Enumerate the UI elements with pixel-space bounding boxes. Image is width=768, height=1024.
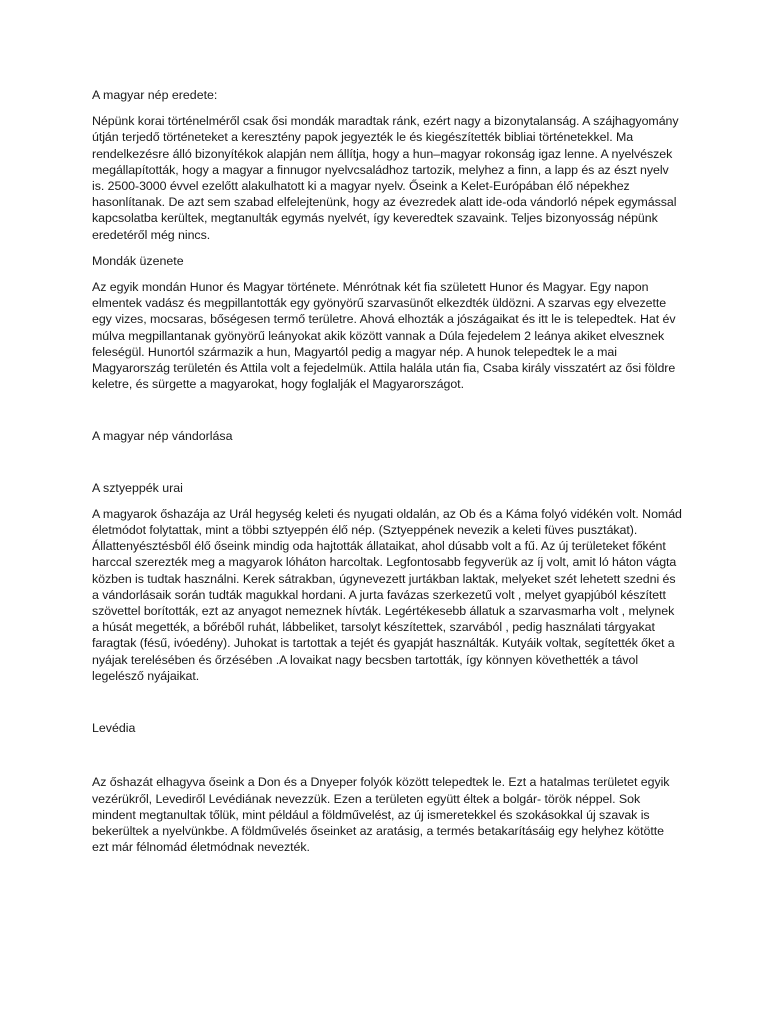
section-heading-mondak: Mondák üzenete bbox=[92, 253, 184, 268]
section-paragraph-eredete: Népünk korai történelméről csak ősi mondák maradtak ránk, ezért nagy a bizonytalanság. A szájhagyomány útján terjedő történeteket a keresztény papok jegyezték le és kiegészítették bibliai történetekkel. Ma rendelkezésre álló bizonyítékok alapján nem állítja, hogy a hun–magyar rokonság igaz lenne. A nyelvészek megállapították, hogy a magyar a finnugor nyelvcsaládhoz tartozik, melyhez a finn, a lapp és az észt nyelv is. 2500-3000 évvel ezelőtt alakulhatott ki a magyar nyelv. Őseink a Kelet-Európában élő népekhez hasonlítanak. De azt sem szabad elfelejtenünk, hogy az évezredek alatt ide-oda vándorló népek egymással kapcsolatba kerültek, megtanulták egymás nyelvét, így keveredtek szavaink. Teljes bizonyosság népünk eredetéről még nincs. bbox=[92, 114, 679, 242]
section-heading-eredete: A magyar nép eredete: bbox=[92, 88, 218, 102]
document-page bbox=[92, 87, 682, 855]
section-heading-sztyeppek: A sztyeppék urai bbox=[92, 480, 183, 495]
section-paragraph-sztyeppek: A magyarok őshazája az Urál hegység keleti és nyugati oldalán, az Ob és a Káma folyó vidékén volt. Nomád életmódot folytattak, mint a többi sztyeppén élő nép. (Sztyeppének nevezik a keleti füves pusztákat). Állattenyésztésből élő őseink mindig oda hajtották állataikat, ahol dúsabb volt a fű. Az új területeket főként harccal szerezték meg a magyarok lóháton harcoltak. Legfontosabb fegyverük az íj volt, amit ló háton vágta közben is tudtak használni. Kerek sátrakban, úgynevezett jurtákban laktak, melyeket szét lehetett szedni és a vándorlásaik során tudták magukkal hordani. A jurta favázas szerkezetű volt , melyet gyapjúból készített szövettel borították, ezt az anyagot nemeznek hívták. Legértékesebb állatuk a szarvasmarha volt , melynek a húsát megették, a bőréből ruhát, lábbeliket, tarsolyt készítettek, szarvából , pedig használati tárgyakat faragtak (fésű, ivóedény). Juhokat is tartottak a tejét és gyapját használták. Kutyáik voltak, segítették őket a nyájak terelésében és őrzésében .A lovaikat nagy becsben tartották, így könnyen követhették a távol legelésző nyájaikat. bbox=[92, 506, 682, 683]
section-heading-vandorlasa: A magyar nép vándorlása bbox=[92, 429, 233, 444]
section-heading-levedia: Levédia bbox=[92, 721, 136, 736]
section-paragraph-mondak: Az egyik mondán Hunor és Magyar története. Ménrótnak két fia született Hunor és Magyar. Egy napon elmentek vadász és megpillantották egy gyönyörű szarvasünőt elkezdték üldözni. A szarvas egy elvezette egy vizes, mocsaras, bőségesen termő területre. Ahová elhozták a jószágaikat és itt le is telepedtek. Hat év múlva megpillantanak gyönyörű leányokat akik között vannak a Dúla fejedelem 2 leánya akiket elvesznek feleségül. Hunortól származik a hun, Magyartól pedig a magyar nép. A hunok telepedtek le a mai Magyarország területén és Attila volt a fejedelmük. Attila halála után fia, Csaba király visszatért az ősi földre keletre, és sürgette a magyarokat, hogy foglalják el Magyarországot. bbox=[92, 280, 676, 392]
section-paragraph-levedia: Az őshazát elhagyva őseink a Don és a Dnyeper folyók között telepedtek le. Ezt a hatalmas területet egyik vezérükről, Levediről Levédiának nevezzük. Ezen a területen együtt éltek a bolgár- török néppel. Sok mindent megtanultak tőlük, mint például a földművelést, az új ismeretekkel és szokásokkal új szavak is bekerültek a nyelvünkbe. A földművelés őseinket az aratásig, a termés betakarításáig egy helyhez kötötte ezt már félnomád életmódnak nevezték. bbox=[92, 775, 670, 855]
